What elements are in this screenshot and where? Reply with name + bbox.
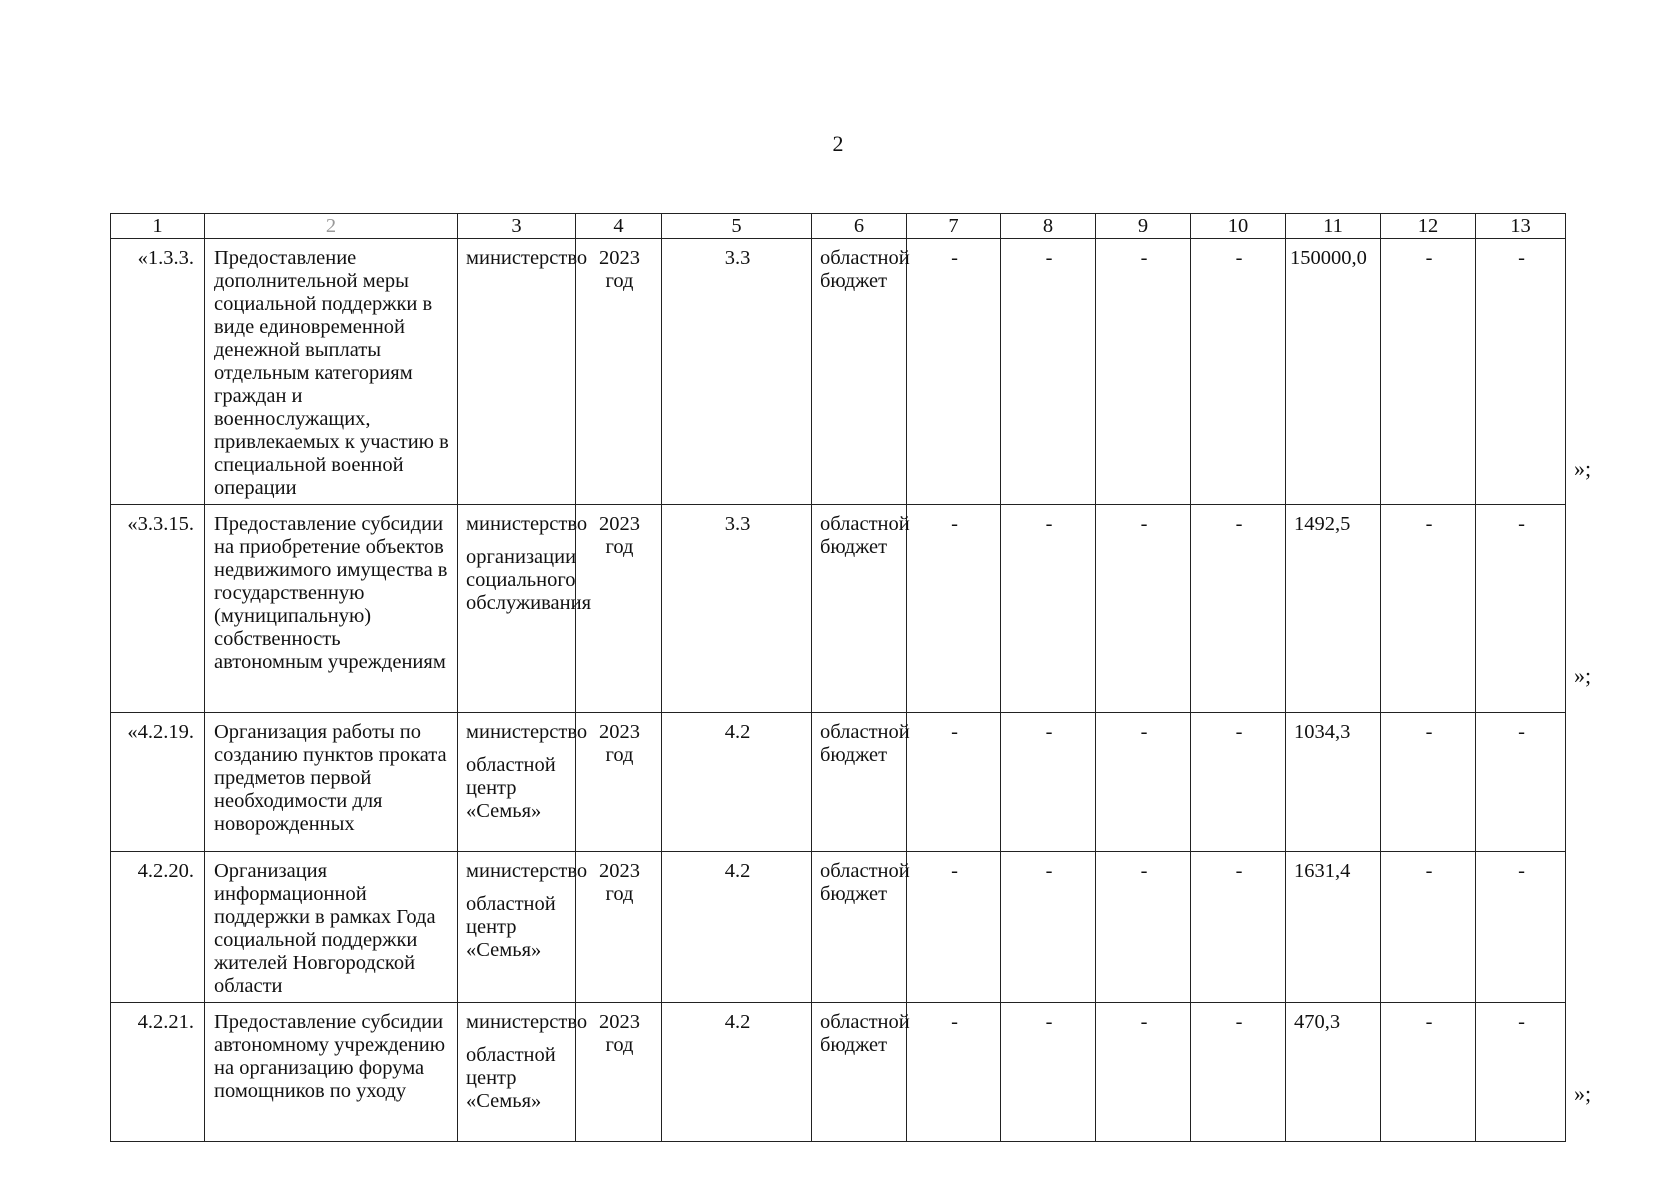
value-cell: - xyxy=(1096,713,1191,852)
value-cell: - xyxy=(1381,505,1476,713)
value-cell: - xyxy=(1476,239,1566,505)
value-cell: - xyxy=(1191,1003,1286,1142)
measure-source: областной бюджет xyxy=(812,1003,907,1142)
measure-target: 3.3 xyxy=(662,239,812,505)
column-number: 11 xyxy=(1286,214,1381,239)
column-number: 4 xyxy=(576,214,662,239)
measure-target: 4.2 xyxy=(662,1003,812,1142)
value-cell: - xyxy=(1381,239,1476,505)
measure-executors xyxy=(458,713,588,852)
value-cell: - xyxy=(1381,713,1476,852)
measure-executors xyxy=(458,852,588,1003)
row-closing-mark: »; xyxy=(1574,456,1592,481)
value-cell: - xyxy=(907,1003,1001,1142)
value-cell: 1034,3 xyxy=(1286,713,1381,852)
measure-year: 2023 год xyxy=(576,852,662,1003)
measure-source: областной бюджет xyxy=(812,713,907,852)
value-cell: - xyxy=(1096,852,1191,1003)
value-cell: - xyxy=(1476,713,1566,852)
table-row xyxy=(111,1003,1566,1142)
measure-target: 4.2 xyxy=(662,713,812,852)
value-cell: - xyxy=(1191,713,1286,852)
value-cell: - xyxy=(1476,852,1566,1003)
value-cell: - xyxy=(1001,852,1096,1003)
column-number: 3 xyxy=(458,214,576,239)
column-number: 1 xyxy=(111,214,205,239)
measure-executors xyxy=(458,1003,588,1142)
value-cell: - xyxy=(1096,505,1191,713)
value-cell: 470,3 xyxy=(1286,1003,1381,1142)
measure-description: Предоставление дополнительной меры социальной поддержки в виде единовременной денежной выплаты отдельным категориям граждан и военнослужащих, привлекаемых к участию в специальной военной операции xyxy=(205,239,458,505)
executor: организации социального обслуживания xyxy=(466,546,592,614)
executor: министерство xyxy=(466,860,588,882)
value-cell: - xyxy=(907,505,1001,713)
table-row xyxy=(111,505,1566,713)
measure-source: областной бюджет xyxy=(812,505,907,713)
value-cell: - xyxy=(1476,1003,1566,1142)
value-cell: - xyxy=(1096,239,1191,505)
measure-description: Предоставление субсидии автономному учреждению на организацию форума помощников по уходу xyxy=(205,1003,458,1142)
executor: областной центр «Семья» xyxy=(466,1044,556,1112)
row-closing-mark: »; xyxy=(1574,663,1592,688)
column-number: 5 xyxy=(662,214,812,239)
column-number: 7 xyxy=(907,214,1001,239)
value-cell: - xyxy=(1001,1003,1096,1142)
measure-number: 4.2.21. xyxy=(111,1003,205,1142)
measure-source: областной бюджет xyxy=(812,852,907,1003)
value-cell: - xyxy=(1001,505,1096,713)
column-number: 13 xyxy=(1476,214,1566,239)
column-number: 12 xyxy=(1381,214,1476,239)
value-cell: - xyxy=(1191,239,1286,505)
row-closing-mark: »; xyxy=(1574,1081,1592,1106)
measure-description: Организация работы по созданию пунктов проката предметов первой необходимости для новорожденных xyxy=(205,713,458,852)
measure-target: 4.2 xyxy=(662,852,812,1003)
measure-description: Организация информационной поддержки в рамках Года социальной поддержки жителей Новгородской области xyxy=(205,852,458,1003)
executor: областной центр «Семья» xyxy=(466,893,556,961)
executor: министерство xyxy=(466,1011,588,1033)
value-cell: 1492,5 xyxy=(1286,505,1381,713)
value-cell: - xyxy=(1191,852,1286,1003)
column-number: 9 xyxy=(1096,214,1191,239)
value-cell: - xyxy=(1001,239,1096,505)
value-cell: - xyxy=(1096,1003,1191,1142)
table-row xyxy=(111,713,1566,852)
column-number: 10 xyxy=(1191,214,1286,239)
measure-number: «4.2.19. xyxy=(111,713,205,852)
measure-number: «3.3.15. xyxy=(111,505,205,713)
measure-number: 4.2.20. xyxy=(111,852,205,1003)
measures-table xyxy=(110,213,1566,1142)
value-cell: - xyxy=(1191,505,1286,713)
measure-number: «1.3.3. xyxy=(111,239,205,505)
measure-target: 3.3 xyxy=(662,505,812,713)
value-cell: 1631,4 xyxy=(1286,852,1381,1003)
executor: областной центр «Семья» xyxy=(466,754,556,822)
measure-executors xyxy=(458,505,592,713)
measure-source: областной бюджет xyxy=(812,239,907,505)
measure-year: 2023 год xyxy=(576,239,662,505)
executor: министерство xyxy=(466,721,588,743)
measure-year: 2023 год xyxy=(576,1003,662,1142)
value-cell: - xyxy=(907,713,1001,852)
executor: министерство xyxy=(466,247,588,269)
measure-year: 2023 год xyxy=(576,713,662,852)
value-cell: - xyxy=(907,852,1001,1003)
table-row xyxy=(111,239,1566,505)
value-cell: - xyxy=(1001,713,1096,852)
value-cell: - xyxy=(1381,1003,1476,1142)
value-cell: - xyxy=(907,239,1001,505)
value-cell: 150000,0 xyxy=(1286,239,1381,505)
column-number: 2 xyxy=(205,214,458,239)
value-cell: - xyxy=(1476,505,1566,713)
measure-description: Предоставление субсидии на приобретение объектов недвижимого имущества в государственную (муниципальную) собственность автономным учреждениям xyxy=(205,505,458,713)
table-row xyxy=(111,852,1566,1003)
executor: министерство xyxy=(466,513,588,535)
page-number: 2 xyxy=(832,131,844,156)
value-cell: - xyxy=(1381,852,1476,1003)
column-number-row xyxy=(111,214,1566,239)
measure-year: 2023 год xyxy=(576,505,662,713)
column-number: 6 xyxy=(812,214,907,239)
column-number: 8 xyxy=(1001,214,1096,239)
measure-executors xyxy=(458,239,588,505)
